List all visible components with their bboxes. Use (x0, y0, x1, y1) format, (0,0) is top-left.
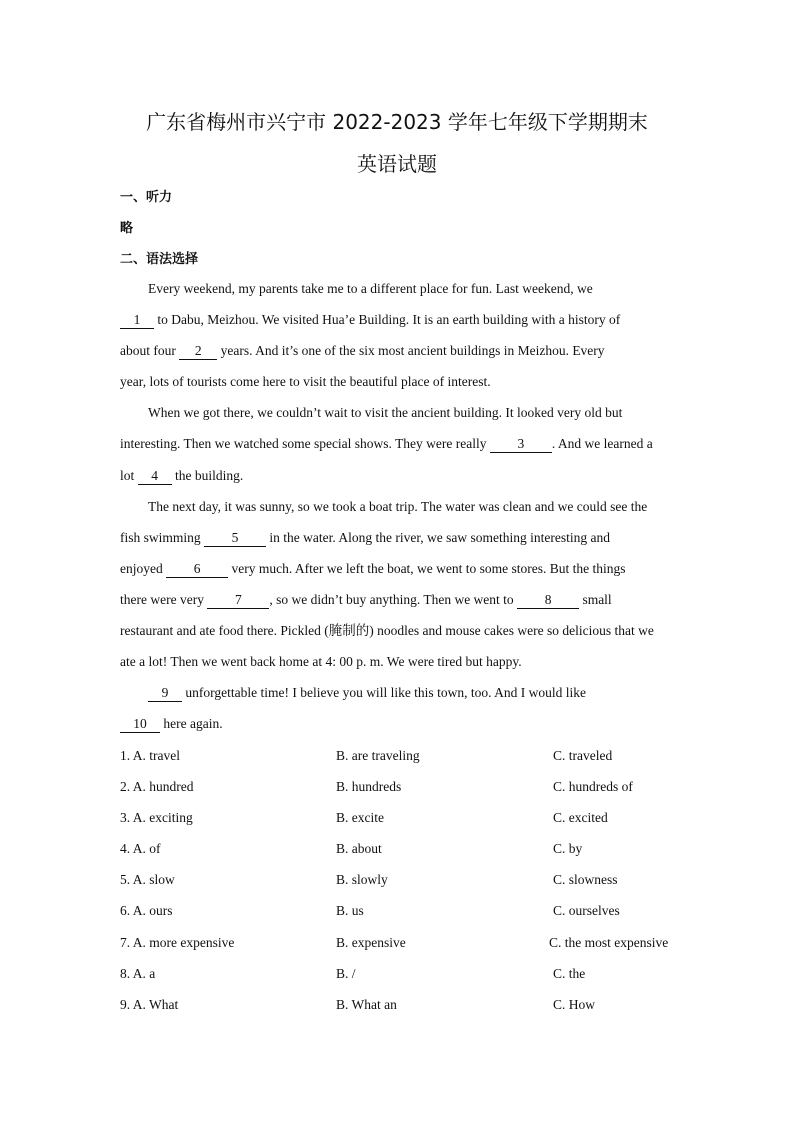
option-row-5 (120, 872, 680, 903)
passage-line: 9 unforgettable time! I believe you will like this town, too. And I would like (120, 677, 680, 708)
option-b: B. hundreds (336, 779, 402, 794)
passage-line: When we got there, we couldn’t wait to visit the ancient building. It looked very old but (148, 405, 623, 421)
option-c: C. excited (553, 810, 608, 825)
option-row-7 (120, 935, 680, 966)
option-c: C. the most expensive (549, 935, 669, 950)
option-a: 4. A. of (120, 841, 161, 856)
option-b: B. us (336, 903, 364, 918)
option-row-6 (120, 903, 680, 934)
option-c: C. ourselves (553, 903, 620, 918)
blank-1: 1 (120, 312, 154, 329)
option-c: C. the (553, 966, 586, 981)
passage-line: interesting. Then we watched some special shows. They were really 3 . And we learned a (120, 436, 653, 452)
option-a: 3. A. exciting (120, 810, 193, 825)
option-b: B. / (336, 966, 356, 981)
passage (120, 273, 680, 739)
option-row-2 (120, 779, 680, 810)
option-a: 6. A. ours (120, 903, 173, 918)
option-a: 1. A. travel (120, 748, 180, 763)
passage-line: enjoyed 6 very much. After we left the boat, we went to some stores. But the things (120, 560, 626, 576)
passage-line: Every weekend, my parents take me to a different place for fun. Last weekend, we (148, 281, 593, 296)
passage-line: ate a lot! Then we went back home at 4: 00 p. m. We were tired but happy. (120, 654, 522, 670)
passage-line: 1 to Dabu, Meizhou. We visited Hua’e Building. It is an earth building with a history of (120, 304, 680, 335)
option-b: B. are traveling (336, 748, 420, 763)
section-note-omitted: 略 (120, 221, 134, 236)
passage-line: fish swimming 5 in the water. Along the river, we saw something interesting and (120, 529, 611, 545)
blank-10: 10 (120, 716, 160, 733)
option-c: C. by (553, 841, 583, 856)
passage-line: about four 2 years. And it’s one of the six most ancient buildings in Meizhou. Every (120, 343, 605, 359)
blank-6: 6 (166, 561, 228, 578)
blank-3: 3 (490, 436, 552, 453)
document-title: 广东省梅州市兴宁市 2022-2023 学年七年级下学期期末 (146, 110, 648, 134)
option-a: 8. A. a (120, 966, 156, 981)
option-a: 9. A. What (120, 997, 179, 1012)
passage-line: The next day, it was sunny, so we took a boat trip. The water was clean and we could see the (148, 498, 648, 514)
passage-line: restaurant and ate food there. Pickled (腌制的) noodles and mouse cakes were so delicious that we (120, 623, 654, 639)
blank-9: 9 (148, 685, 182, 702)
document-subtitle: 英语试题 (357, 152, 437, 176)
blank-7: 7 (207, 592, 269, 609)
option-row-8 (120, 966, 680, 997)
option-row-3 (120, 810, 680, 841)
option-c: C. slowness (553, 872, 618, 887)
option-c: C. hundreds of (553, 779, 633, 794)
option-row-1 (120, 748, 680, 779)
blank-4: 4 (138, 468, 172, 485)
option-c: C. How (553, 997, 596, 1012)
option-a: 5. A. slow (120, 872, 175, 887)
option-row-4 (120, 841, 680, 872)
option-b: B. excite (336, 810, 384, 825)
option-b: B. expensive (336, 935, 406, 950)
option-b: B. about (336, 841, 382, 856)
blank-8: 8 (517, 592, 579, 609)
section-heading-grammar: 二、语法选择 (120, 252, 199, 267)
passage-line: lot 4 the building. (120, 467, 244, 483)
option-b: B. slowly (336, 872, 388, 887)
passage-line: 10 here again. (120, 708, 680, 739)
passage-line: there were very 7 , so we didn’t buy anything. Then we went to 8 small (120, 591, 612, 607)
blank-5: 5 (204, 530, 266, 547)
option-c: C. traveled (553, 748, 613, 763)
option-b: B. What an (336, 997, 397, 1012)
passage-line: year, lots of tourists come here to visit the beautiful place of interest. (120, 374, 491, 390)
blank-2: 2 (179, 343, 217, 360)
section-heading-listening: 一、听力 (120, 190, 173, 205)
option-a: 7. A. more expensive (120, 935, 235, 950)
option-a: 2. A. hundred (120, 779, 194, 794)
option-row-9 (120, 997, 680, 1028)
